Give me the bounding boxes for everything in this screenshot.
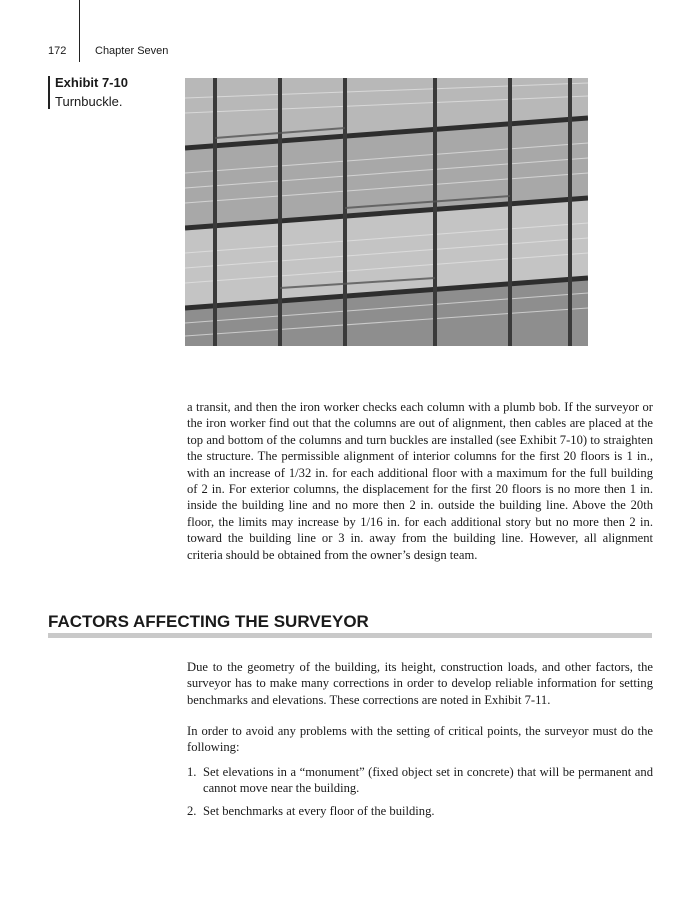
exhibit-marker [48,76,50,109]
page-number: 172 [48,45,67,57]
requirements-list [187,764,653,825]
list-item [187,803,653,819]
header-divider [79,0,80,62]
body-paragraph: a transit, and then the iron worker checks each column with a plumb bob. If the surveyor or the iron worker find out that the columns are out of alignment, then cables are placed at the top and bottom of the columns and turn buckles are installed (see Exhibit 7-10) to straighten the structure. The permissible alignment of interior columns for the first 20 floors is 1 in., with an increase of 1/32 in. for each additional floor with a maximum for the full building of 2 in. For exterior columns, the displacement for the first 20 floors is no more then 1 in. inside the building line and no more then 2 in. outside the building line. Above the 20th floor, the limits may increase by 1/16 in. for each additional story but no more then 2 in. toward the building line or 3 in. away from the building line. However, all alignment criteria should be obtained from the owner’s design team. [187,400,653,562]
section-heading-rule [48,633,652,638]
exhibit-title: Exhibit 7-10 [55,75,128,90]
list-item-text: Set benchmarks at every floor of the building. [203,803,435,818]
exhibit-caption: Turnbuckle. [55,94,123,109]
list-item [187,764,653,797]
section-paragraph: In order to avoid any problems with the setting of critical points, the surveyor must do the following: [187,724,653,755]
section-paragraph: Due to the geometry of the building, its height, construction loads, and other factors, the surveyor has to make many corrections in order to develop reliable information for setting benchmarks and elevations. These corrections are noted in Exhibit 7-11. [187,660,653,707]
list-item-number: 1. [187,765,197,779]
chapter-title: Chapter Seven [95,45,169,57]
list-item-number: 2. [187,803,197,818]
list-item-text: Set elevations in a “monument” (fixed object set in concrete) that will be permanent and cannot move near the building. [203,765,653,796]
section-heading: FACTORS AFFECTING THE SURVEYOR [48,612,369,631]
steel-frame-construction-photo [185,78,588,346]
